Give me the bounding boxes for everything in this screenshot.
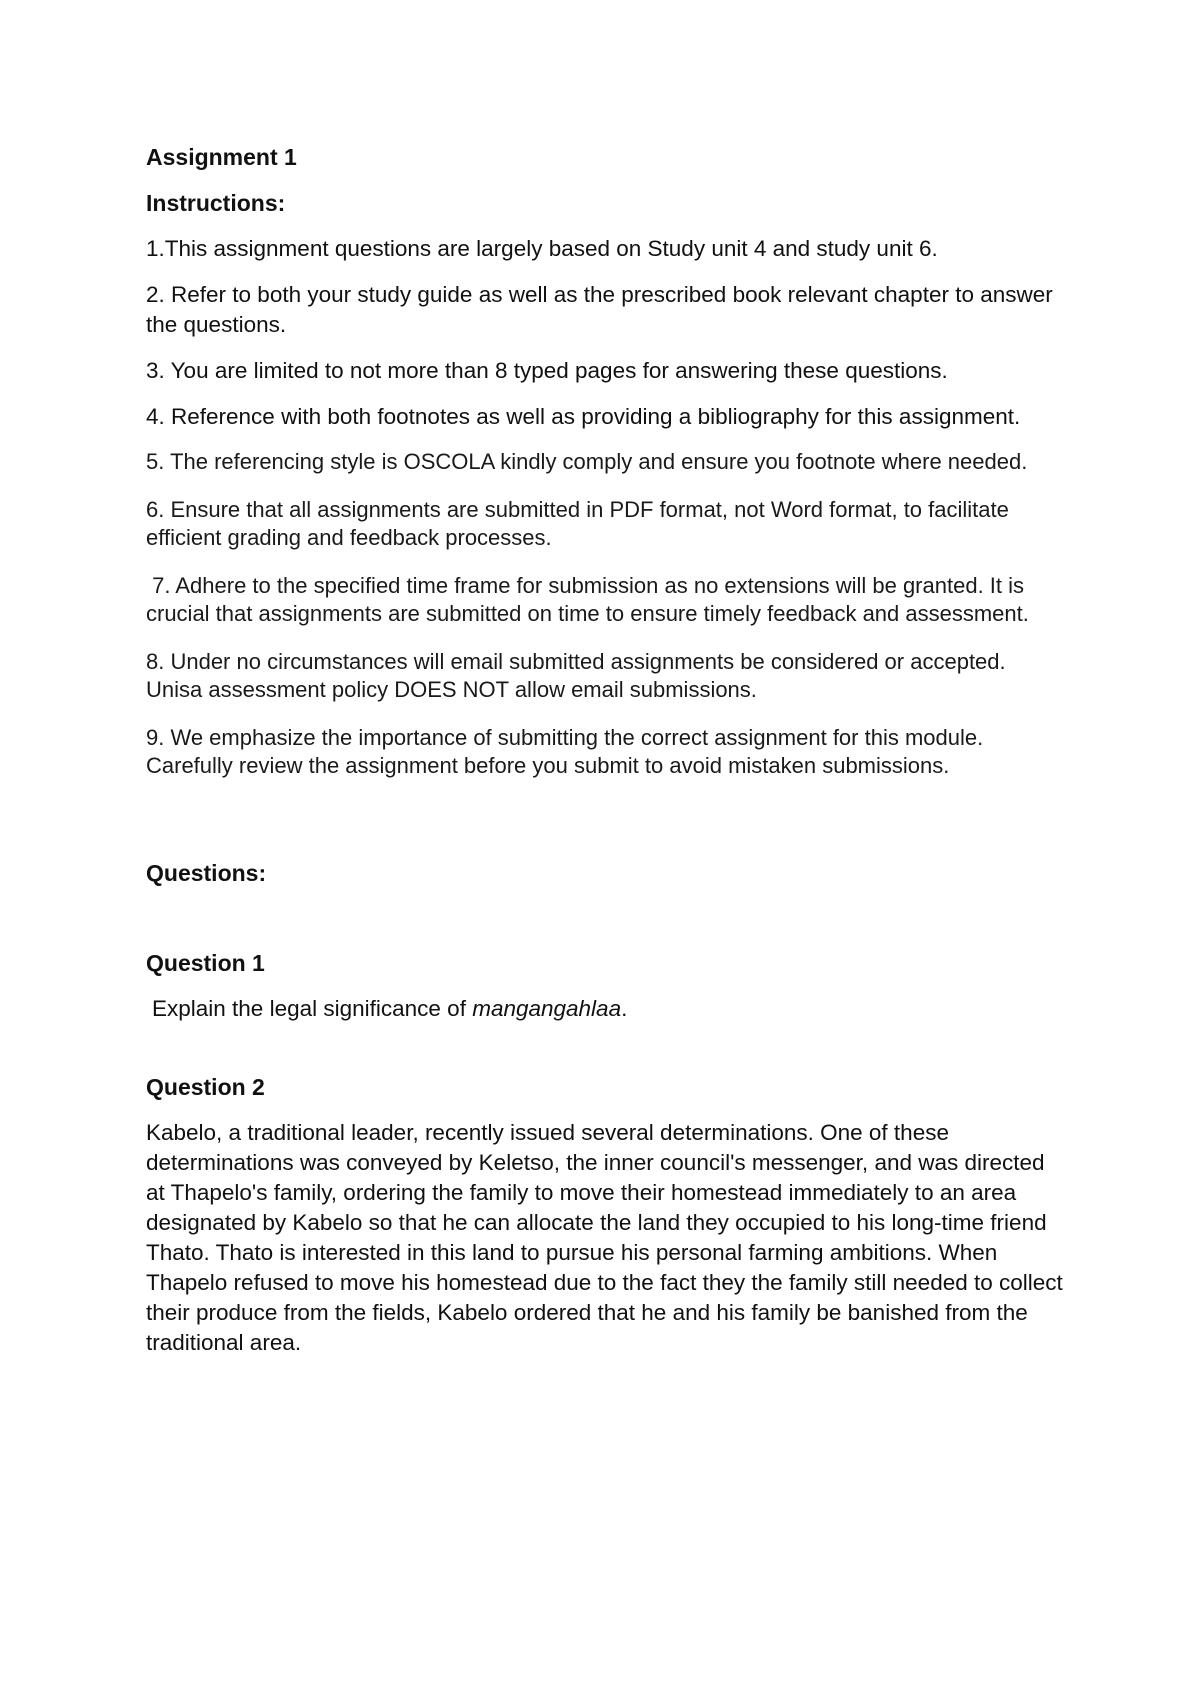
questions-heading: Questions: bbox=[146, 860, 267, 886]
instruction-item: 9. We emphasize the importance of submitting the correct assignment for this module. Carefully review the assignment before you submit to avoid mistaken submissions. bbox=[146, 725, 984, 778]
question-1-text-suffix: . bbox=[621, 996, 628, 1021]
instruction-item: 1.This assignment questions are largely based on Study unit 4 and study unit 6. bbox=[146, 236, 938, 261]
assignment-title: Assignment 1 bbox=[146, 144, 297, 170]
question-2-text: Kabelo, a traditional leader, recently issued several determinations. One of these determinations was conveyed by Keletso, the inner council's messenger, and was directed at Thapelo's family, ordering the family to move their homestead immediately to an area designated by Kabelo so that he can allocate the land they occupied to his long-time friend Thato. Thato is interested in this land to pursue his personal farming ambitions. When Thapelo refused to move his homestead due to the fact they the family still needed to collect their produce from the fields, Kabelo ordered that he and his family be banished from the traditional area. bbox=[146, 1120, 1063, 1355]
instructions-heading: Instructions: bbox=[146, 190, 286, 216]
question-1-text-prefix: Explain the legal significance of bbox=[152, 996, 473, 1021]
instruction-item: 8. Under no circumstances will email submitted assignments be considered or accepted. Unisa assessment policy DOES NOT allow email submissions. bbox=[146, 649, 1006, 702]
instruction-item: 7. Adhere to the specified time frame for submission as no extensions will be granted. It is crucial that assignments are submitted on time to ensure timely feedback and assessment. bbox=[146, 573, 1031, 626]
question-1-term: mangangahlaa bbox=[472, 996, 622, 1021]
instruction-item: 4. Reference with both footnotes as well as providing a bibliography for this assignment. bbox=[146, 404, 1021, 429]
document-content bbox=[146, 142, 1066, 1358]
question-2-heading: Question 2 bbox=[146, 1074, 265, 1100]
question-1-heading: Question 1 bbox=[146, 950, 265, 976]
question-1-text bbox=[146, 994, 1066, 1024]
instruction-item: 2. Refer to both your study guide as well as the prescribed book relevant chapter to answer the questions. bbox=[146, 282, 1053, 337]
instruction-item: 5. The referencing style is OSCOLA kindly comply and ensure you footnote where needed. bbox=[146, 449, 1028, 474]
instruction-item: 6. Ensure that all assignments are submitted in PDF format, not Word format, to facilitate efficient grading and feedback processes. bbox=[146, 497, 1009, 550]
instruction-item: 3. You are limited to not more than 8 typed pages for answering these questions. bbox=[146, 358, 948, 383]
